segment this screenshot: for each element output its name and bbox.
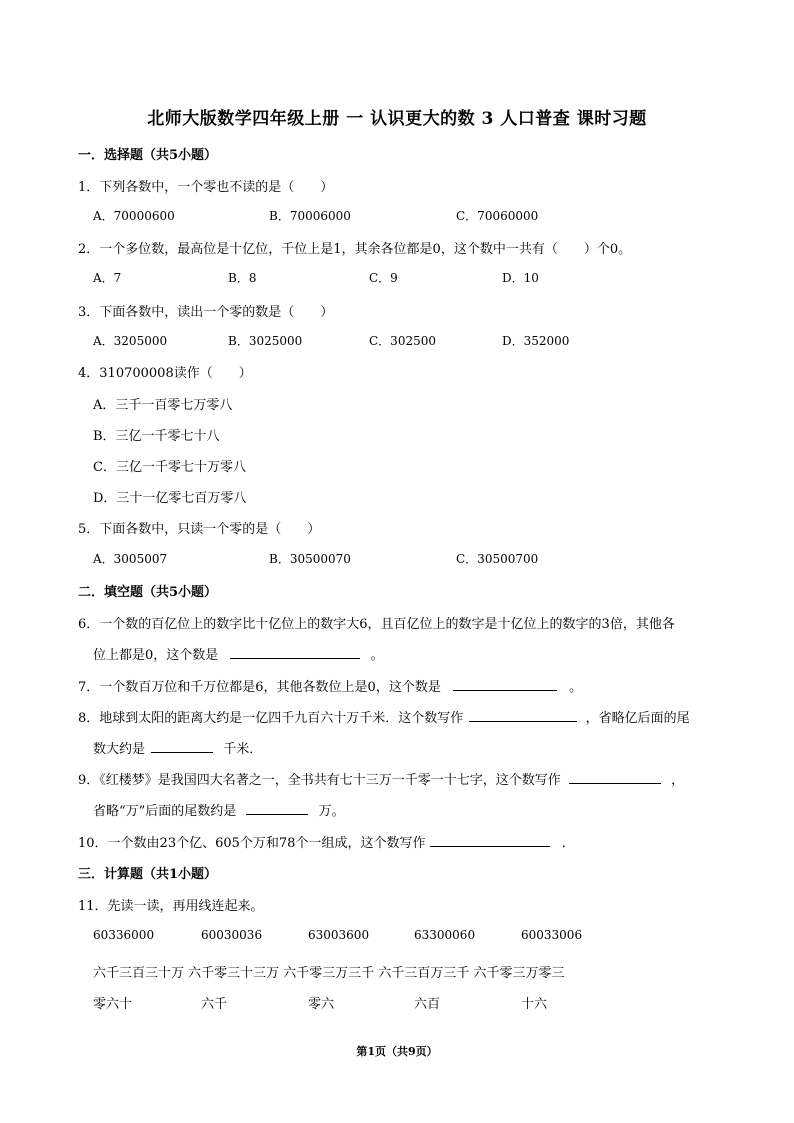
question-2-option-c: C．9: [369, 271, 398, 285]
match-number-1: 60336000: [93, 928, 155, 942]
question-6-end: 。: [370, 648, 384, 663]
question-4-stem: 4．310700008读作（ ）: [78, 366, 252, 381]
question-10-end: ．: [561, 836, 575, 851]
match-word-tail-3: 零六: [308, 997, 335, 1012]
page-footer: 第1页（共9页）: [356, 1045, 438, 1058]
question-9-line1: [78, 769, 684, 788]
question-9-comma: ，: [671, 773, 685, 788]
question-3-option-a: A．3205000: [93, 334, 168, 348]
question-1-option-c: C．70060000: [456, 209, 539, 223]
question-7-text: 7．一个数百万位和千万位都是6，其他各数位上是0，这个数是: [78, 680, 441, 695]
match-number-4: 63300060: [414, 928, 476, 942]
question-6-line2: [93, 644, 384, 663]
question-2-option-b: B．8: [228, 271, 257, 285]
match-word-tail-4: 六百: [414, 997, 441, 1012]
question-8-answer-blank-2[interactable]: [151, 739, 213, 753]
question-8-text-cont: ，省略亿后面的尾: [585, 711, 690, 726]
page-title: 北师大版数学四年级上册 一 认识更大的数 3 人口普查 课时习题: [147, 109, 647, 129]
match-word-tail-1: 零六十: [93, 997, 133, 1012]
question-9-line2: [93, 800, 345, 819]
match-words-line1: 六千三百三十万 六千零三十三万 六千零三万三千 六千三百万三千 六千零三万零三: [93, 966, 565, 981]
question-9-answer-blank-2[interactable]: [246, 801, 308, 815]
question-8-end: 千米．: [223, 742, 263, 757]
question-10-line: [78, 832, 575, 851]
question-2-option-a: A．7: [93, 271, 122, 285]
match-word-tail-2: 六千: [201, 997, 228, 1012]
question-4-option-d: D．三十一亿零七百万零八: [93, 491, 247, 506]
question-3-option-d: D．352000: [502, 334, 570, 348]
question-1-option-b: B．70006000: [269, 209, 351, 223]
question-3-option-b: B．3025000: [228, 334, 303, 348]
question-6-line1: 6．一个数的百亿位上的数字比十亿位上的数字大6，且百亿位上的数字是十亿位上的数字的3倍，其他各: [78, 617, 675, 632]
question-3-stem: 3．下面各数中，读出一个零的数是（ ）: [78, 305, 334, 320]
question-8-text-2: 数大约是: [93, 742, 146, 757]
question-7-answer-blank[interactable]: [453, 677, 557, 691]
question-5-stem: 5．下面各数中，只读一个零的是（ ）: [78, 522, 321, 537]
match-word-tail-5: 十六: [521, 997, 548, 1012]
question-3-option-c: C．302500: [369, 334, 436, 348]
question-8-text: 8．地球到太阳的距离大约是一亿四千九百六十万千米．这个数写作: [78, 711, 464, 726]
question-5-option-c: C．30500700: [456, 552, 539, 566]
question-4-option-b: B．三亿一千零七十八: [93, 429, 220, 444]
match-number-2: 60030036: [201, 928, 263, 942]
question-2-option-d: D．10: [502, 271, 539, 285]
section-heading-choice: 一．选择题（共5小题）: [78, 148, 218, 163]
question-5-option-b: B．30500070: [269, 552, 351, 566]
question-8-answer-blank-1[interactable]: [469, 708, 577, 722]
question-4-option-a: A．三千一百零七万零八: [93, 398, 233, 413]
question-6-text: 位上都是0，这个数是: [93, 648, 219, 663]
section-heading-calc: 三．计算题（共1小题）: [78, 867, 218, 882]
question-9-end: 万。: [318, 804, 345, 819]
section-heading-fill: 二．填空题（共5小题）: [78, 585, 218, 600]
match-number-3: 63003600: [308, 928, 370, 942]
question-1-stem: 1．下列各数中，一个零也不读的是（ ）: [78, 180, 334, 195]
question-2-stem: 2．一个多位数，最高位是十亿位，千位上是1，其余各位都是0，这个数中一共有（ ）个0。: [78, 242, 632, 257]
question-7-end: 。: [569, 680, 583, 695]
question-9-text-2: 省略“万”后面的尾数约是: [93, 804, 237, 819]
question-9-text: 9．《红楼梦》是我国四大名著之一，全书共有七十三万一千零一十七字，这个数写作: [78, 773, 561, 788]
question-4-option-c: C．三亿一千零七十万零八: [93, 460, 246, 475]
question-11-stem: 11．先读一读，再用线连起来。: [78, 899, 264, 914]
question-1-option-a: A．70000600: [93, 209, 175, 223]
question-7-line: [78, 676, 582, 695]
match-number-5: 60033006: [521, 928, 583, 942]
question-9-answer-blank-1[interactable]: [569, 770, 661, 784]
question-6-answer-blank[interactable]: [230, 645, 360, 659]
question-10-text: 10．一个数由23个亿、605个万和78个一组成，这个数写作: [78, 836, 426, 851]
question-5-option-a: A．3005007: [93, 552, 168, 566]
question-8-line1: [78, 707, 690, 726]
question-10-answer-blank[interactable]: [430, 833, 550, 847]
question-8-line2: [93, 738, 262, 757]
